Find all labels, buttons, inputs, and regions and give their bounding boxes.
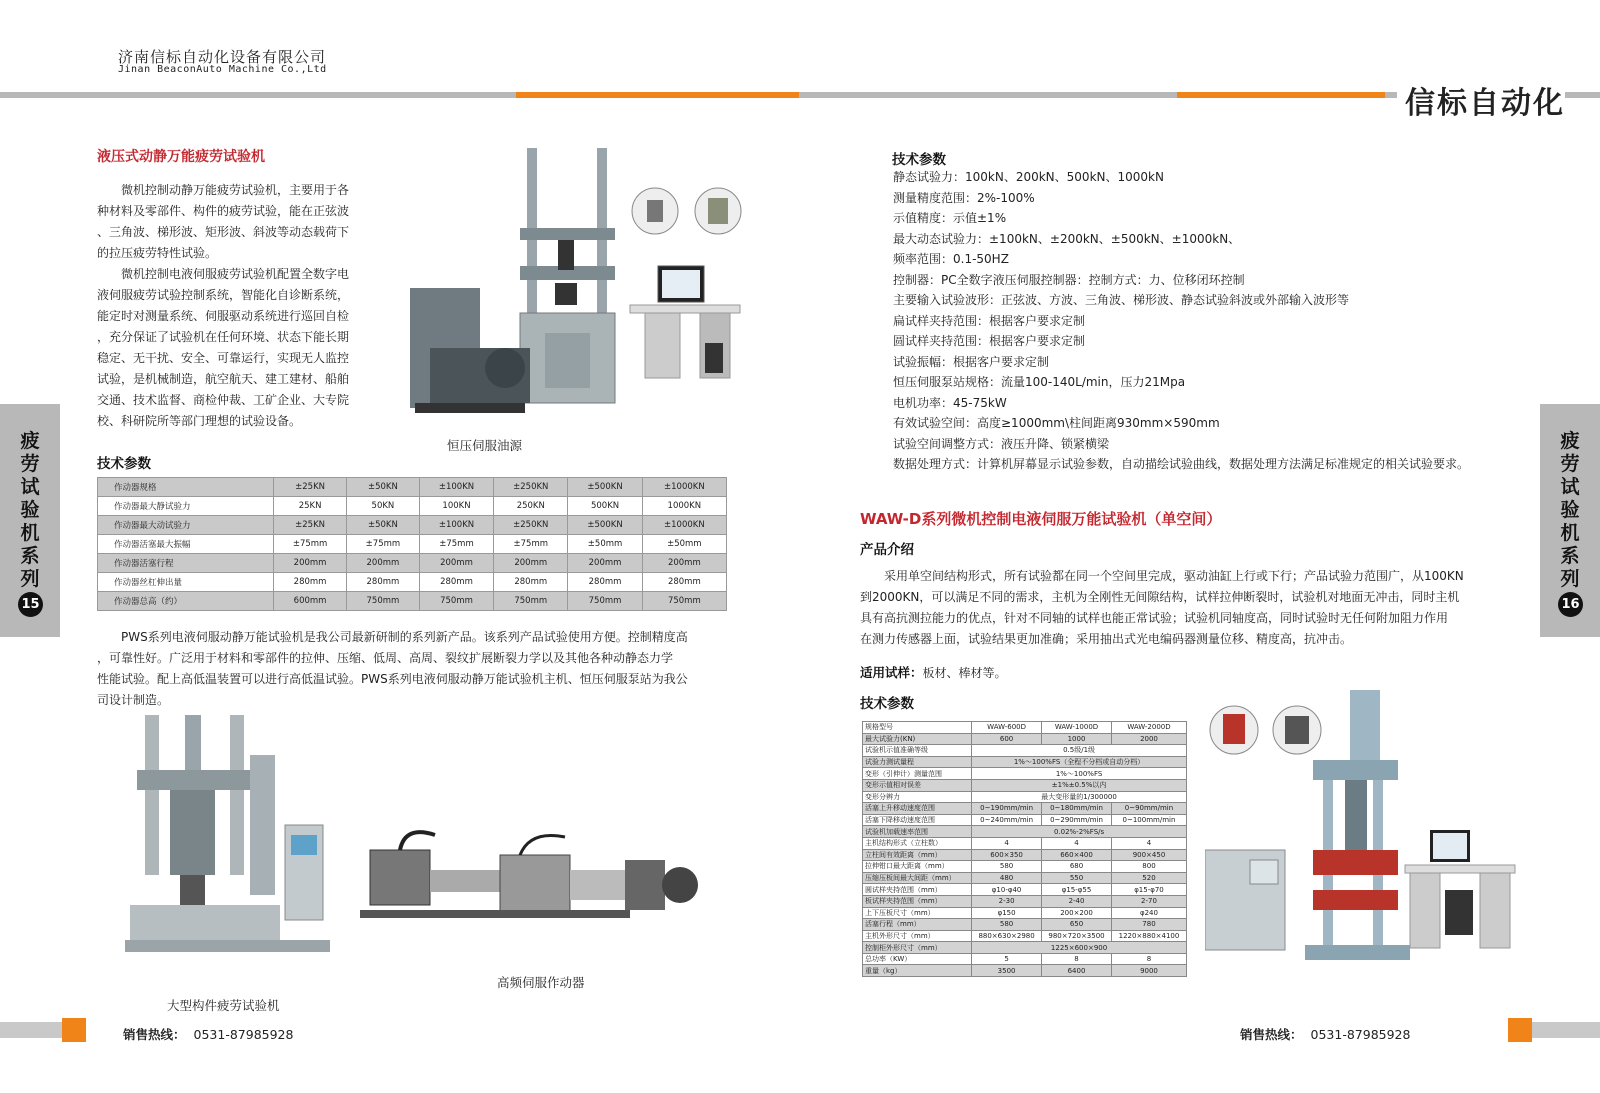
waw-product-title: WAW-D系列微机控制电液伺服万能试验机（单空间） [860,510,1222,528]
table-cell: 0~90mm/min [1111,803,1186,815]
table-cell: 重量（kg） [863,965,972,977]
table-cell: 4 [1042,837,1112,849]
table-cell: 660×400 [1042,849,1112,861]
table-row [98,573,727,592]
table-cell: 作动器最大动试验力 [98,516,274,535]
table-cell: ±75mm [274,535,347,554]
intro-line: ，充分保证了试验机在任何环境、状态下能长期 [97,330,350,344]
header-bar-orange-2 [1177,92,1385,98]
table-cell: 750mm [642,592,726,611]
footer-bar-right [1532,1022,1600,1038]
intro-line: 、三角波、梯形波、矩形波、斜波等动态载荷下 [97,225,350,239]
table-row [98,478,727,497]
table-cell: WAW-600D [972,722,1042,734]
table-cell: WAW-1000D [1042,722,1112,734]
intro-line: 采用单空间结构形式，所有试验都在同一个空间里完成，驱动油缸上行或下行；产品试验力范围广，从100KN [860,569,1464,583]
intro-line: 在测力传感器上面，试验结果更加准确；采用抽出式光电编码器测量位移、精度高，抗冲击。 [860,632,1353,646]
right-param-list [893,167,1533,475]
table-cell: ±75mm [419,535,493,554]
table-cell: 控制柜外形尺寸（mm） [863,942,972,954]
table-cell: ±50mm [642,535,726,554]
hotline-number: 0531-87985928 [1310,1027,1411,1042]
table-cell: 200mm [347,554,420,573]
table-cell: 280mm [274,573,347,592]
table-row [863,745,1187,757]
table-row [98,592,727,611]
table-row [98,535,727,554]
table-cell: 作动器总高（约） [98,592,274,611]
header-bar-gray-4 [1565,92,1600,98]
table-row [863,942,1187,954]
param-line: 控制器：PC全数字液压伺服控制器：控制方式：力、位移闭环控制 [893,272,1245,287]
table-row [863,872,1187,884]
table-cell: ±25KN [274,516,347,535]
table-cell: 280mm [419,573,493,592]
hotline-number: 0531-87985928 [193,1027,294,1042]
table-row [863,849,1187,861]
table-cell: 0~180mm/min [1042,803,1112,815]
table-cell: 1000 [1042,733,1112,745]
pws-line: ，可靠性好。广泛用于材料和零部件的拉伸、压缩、低周、高周、裂纹扩展断裂力学以及其他各种动静态力学 [97,651,674,665]
intro-line: 校、科研院所等部门理想的试验设备。 [97,414,302,428]
table-cell: 520 [1111,872,1186,884]
footer-square-right [1508,1018,1532,1042]
table-cell: 200×200 [1042,907,1112,919]
specimen-label: 适用试样： [860,665,923,680]
table-cell: 1%～100%FS（全程不分档或自动分档） [972,756,1187,768]
table-cell: ±1000KN [642,478,726,497]
fatigue-testing-machine-image [410,148,770,418]
table-cell: 压缩压板间最大间距（mm） [863,872,972,884]
table-cell: 100KN [419,497,493,516]
table-cell: 980×720×3500 [1042,930,1112,942]
table-cell: 280mm [494,573,568,592]
table-cell: 试验机加载速率范围 [863,826,972,838]
table-cell: 圆试样夹持范围（mm） [863,884,972,896]
table-cell: 最大试验力(KN) [863,733,972,745]
hotline-label: 销售热线： [123,1027,186,1042]
left-spec-table [97,477,727,611]
intro-line: 交通、技术监督、商检仲裁、工矿企业、大专院 [97,393,350,407]
param-line: 最大动态试验力：±100kN、±200kN、±500kN、±1000kN、 [893,231,1241,246]
table-row [863,722,1187,734]
table-cell: 500KN [568,497,642,516]
intro-line: 微机控制动静万能疲劳试验机，主要用于各 [97,183,350,197]
table-cell: 总功率（KW） [863,953,972,965]
table-cell: 1220×880×4100 [1111,930,1186,942]
table-row [863,861,1187,873]
table-cell: 最大变形量的1/300000 [972,791,1187,803]
table-cell: ±75mm [494,535,568,554]
table-cell: 规格型号 [863,722,972,734]
param-line: 示值精度：示值±1% [893,211,1007,225]
intro-line: 液伺服疲劳试验控制系统，智能化自诊断系统， [97,288,350,302]
company-name-en: Jinan BeaconAuto Machine Co.,Ltd [118,64,327,75]
table-row [863,884,1187,896]
table-cell: 9000 [1111,965,1186,977]
table-row [98,554,727,573]
table-cell: 4 [972,837,1042,849]
table-cell: 0~240mm/min [972,814,1042,826]
left-intro-text [97,180,382,432]
table-cell: 200mm [274,554,347,573]
table-row [863,779,1187,791]
company-name-cn: 济南信标自动化设备有限公司 [118,48,327,66]
table-cell: 750mm [494,592,568,611]
table-cell: φ10-φ40 [972,884,1042,896]
table-cell: 作动器丝杠伸出量 [98,573,274,592]
table-cell: ±100KN [419,478,493,497]
table-row [863,756,1187,768]
table-cell: 主机外形尺寸（mm） [863,930,972,942]
param-line: 扁试样夹持范围：根据客户要求定制 [893,313,1086,328]
table-cell: ±50KN [347,478,420,497]
table-cell: 1225×600×900 [972,942,1187,954]
table-cell: 变形示值相对误差 [863,779,972,791]
table-cell: 580 [972,919,1042,931]
table-cell: 1%～100%FS [972,768,1187,780]
table-cell: 580 [972,861,1042,873]
table-cell: φ15-φ70 [1111,884,1186,896]
table-cell: 8 [1111,953,1186,965]
intro-line: 微机控制电液伺服疲劳试验机配置全数字电 [97,267,350,281]
waw-spec-table [862,721,1187,977]
intro-line: 种材料及零部件、构件的疲劳试验，能在正弦波 [97,204,350,218]
table-cell: 200mm [419,554,493,573]
table-cell: 750mm [419,592,493,611]
table-cell: 4 [1111,837,1186,849]
table-cell: 480 [972,872,1042,884]
table-row [863,826,1187,838]
table-row [863,803,1187,815]
waw-universal-testing-machine-image [1205,690,1535,975]
table-cell: 作动器规格 [98,478,274,497]
table-cell: 上下压板尺寸（mm） [863,907,972,919]
table-cell: 0.02%-2%FS/s [972,826,1187,838]
intro-line: 具有高抗测拉能力的优点，针对不同轴的试样也能正常试验；试验机同轴度高，同时试验时无任何附加阻力作用 [860,611,1449,625]
param-line: 测量精度范围：2%-100% [893,190,1035,205]
table-cell: ±250KN [494,516,568,535]
table-cell: ±50KN [347,516,420,535]
param-line: 有效试验空间：高度≥1000mm\柱间距离930mm×590mm [893,416,1220,430]
table-cell: φ150 [972,907,1042,919]
table-cell: 立柱间有效距离（mm） [863,849,972,861]
footer-bar-left [0,1022,62,1038]
table-row [863,930,1187,942]
table-cell: WAW-2000D [1111,722,1186,734]
table-cell: 200mm [568,554,642,573]
table-cell: ±75mm [347,535,420,554]
table-row [863,953,1187,965]
table-cell: 1000KN [642,497,726,516]
table-cell: 200mm [642,554,726,573]
table-cell: 780 [1111,919,1186,931]
table-cell: 600 [972,733,1042,745]
table-cell: 试验力测试量程 [863,756,972,768]
table-cell: 2-30 [972,895,1042,907]
table-row [863,837,1187,849]
table-row [98,516,727,535]
waw-intro-text [860,566,1520,650]
right-tech-title: 技术参数 [892,152,946,168]
table-cell: 6400 [1042,965,1112,977]
table-cell: ±50mm [568,535,642,554]
table-cell: 0~190mm/min [972,803,1042,815]
table-cell: φ240 [1111,907,1186,919]
table-cell: 900×450 [1111,849,1186,861]
left-product-title: 液压式动静万能疲劳试验机 [97,149,265,165]
table-cell: 0~100mm/min [1111,814,1186,826]
table-cell: 280mm [642,573,726,592]
param-line: 恒压伺服泵站规格：流量100-140L/min，压力21Mpa [893,375,1186,389]
pws-line: PWS系列电液伺服动静万能试验机是我公司最新研制的系列新产品。该系列产品试验使用方便。控制精度高 [97,630,688,644]
header-bar-gray-1 [0,92,516,98]
table-cell: 750mm [568,592,642,611]
table-cell: 600mm [274,592,347,611]
table-cell: φ15-φ55 [1042,884,1112,896]
table-row [863,965,1187,977]
param-line: 试验空间调整方式：液压升降、锁紧横梁 [893,436,1110,451]
pws-description [97,627,747,711]
table-cell: 25KN [274,497,347,516]
table-cell: 0~290mm/min [1042,814,1112,826]
hotline-label: 销售热线： [1240,1027,1303,1042]
table-cell: ±500KN [568,516,642,535]
table-row [863,733,1187,745]
intro-line: 的拉压疲劳特性试验。 [97,246,218,260]
table-cell: 变形分辨力 [863,791,972,803]
left-tech-title: 技术参数 [97,456,151,472]
product-intro-title: 产品介绍 [860,542,914,558]
table-cell: 200mm [494,554,568,573]
param-line: 电机功率：45-75kW [893,395,1007,410]
table-cell: 拉伸钳口最大距离（mm） [863,861,972,873]
table-row [98,497,727,516]
table-cell: 2-40 [1042,895,1112,907]
table-cell: 5 [972,953,1042,965]
table-cell: 0.5级/1级 [972,745,1187,757]
table-cell: 880×630×2980 [972,930,1042,942]
header-bar-gray-3 [1385,92,1397,98]
large-machine-caption: 大型构件疲劳试验机 [167,998,280,1013]
right-tech-title-2: 技术参数 [860,696,914,712]
right-side-tab [1540,404,1600,637]
param-line: 圆试样夹持范围：根据客户要求定制 [893,334,1086,348]
table-cell: 650 [1042,919,1112,931]
table-cell: 2000 [1111,733,1186,745]
table-cell: 试验机示值准确等级 [863,745,972,757]
pws-line: 司设计制造。 [97,693,170,707]
pws-line: 性能试验。配上高低温装置可以进行高低温试验。PWS系列电液伺服动静万能试验机主机、恒压伺服泵站为我公 [97,672,688,686]
header-bar-gray-2 [799,92,1177,98]
table-cell: ±250KN [494,478,568,497]
table-cell: ±25KN [274,478,347,497]
header-bar-orange-1 [516,92,799,98]
table-cell: 280mm [347,573,420,592]
actuator-caption: 高频伺服作动器 [497,975,585,990]
table-cell: 750mm [347,592,420,611]
right-hotline [1240,1025,1410,1043]
right-side-tab-label: 疲劳试验机系列 [1560,430,1580,590]
table-cell: 800 [1111,861,1186,873]
table-cell: 板试样夹持范围（mm） [863,895,972,907]
specimen-line [860,663,1007,681]
right-page-number: 16 [1558,592,1583,617]
table-cell: 8 [1042,953,1112,965]
oil-source-caption: 恒压伺服油源 [447,438,523,453]
left-side-tab-label: 疲劳试验机系列 [20,430,40,590]
table-row [863,907,1187,919]
left-side-tab [0,404,60,637]
table-row [863,768,1187,780]
table-cell: 680 [1042,861,1112,873]
param-line: 试验振幅：根据客户要求定制 [893,354,1050,369]
table-cell: ±1000KN [642,516,726,535]
intro-line: 能定时对测量系统、伺服驱动系统进行巡回自检 [97,309,350,323]
table-row [863,895,1187,907]
table-cell: 280mm [568,573,642,592]
param-line: 静态试验力：100kN、200kN、500kN、1000kN [893,170,1164,184]
table-cell: 活塞下降移动速度范围 [863,814,972,826]
intro-line: 到2000KN，可以满足不同的需求，主机为全刚性无间隙结构，试样拉伸断裂时，试验机对地面无冲击，同时主机 [860,590,1460,604]
table-cell: 活塞上升移动速度范围 [863,803,972,815]
table-cell: 3500 [972,965,1042,977]
table-cell: 550 [1042,872,1112,884]
footer-square-left [62,1018,86,1042]
table-cell: 2-70 [1111,895,1186,907]
table-cell: 活塞行程（mm） [863,919,972,931]
table-cell: 600×350 [972,849,1042,861]
table-cell: 作动器活塞最大振幅 [98,535,274,554]
table-cell: 作动器活塞行程 [98,554,274,573]
left-hotline [123,1025,293,1043]
table-cell: ±100KN [419,516,493,535]
intro-line: 试验，是机械制造，航空航天、建工建材、船舶 [97,372,350,386]
table-row [863,919,1187,931]
table-cell: ±1%±0.5%以内 [972,779,1187,791]
table-cell: 变形（引伸计）测量范围 [863,768,972,780]
specimen-value: 板材、棒材等。 [922,666,1007,680]
table-cell: 作动器最大静试验力 [98,497,274,516]
intro-line: 稳定、无干扰、安全、可靠运行，实现无人监控 [97,351,350,365]
large-structure-fatigue-machine-image [125,715,335,965]
table-cell: 250KN [494,497,568,516]
left-page-number: 15 [18,592,43,617]
table-cell: 主机结构形式（立柱数） [863,837,972,849]
table-cell: 50KN [347,497,420,516]
servo-actuator-image [360,825,700,960]
param-line: 频率范围：0.1-50HZ [893,252,1009,266]
table-row [863,791,1187,803]
param-line: 主要输入试验波形：正弦波、方波、三角波、梯形波、静态试验斜波或外部输入波形等 [893,293,1350,307]
table-row [863,814,1187,826]
brand-title: 信标自动化 [1405,86,1565,121]
table-cell: ±500KN [568,478,642,497]
param-line: 数据处理方式：计算机屏幕显示试验参数，自动描绘试验曲线，数据处理方法满足标准规定的相关试验要求。 [893,457,1470,471]
